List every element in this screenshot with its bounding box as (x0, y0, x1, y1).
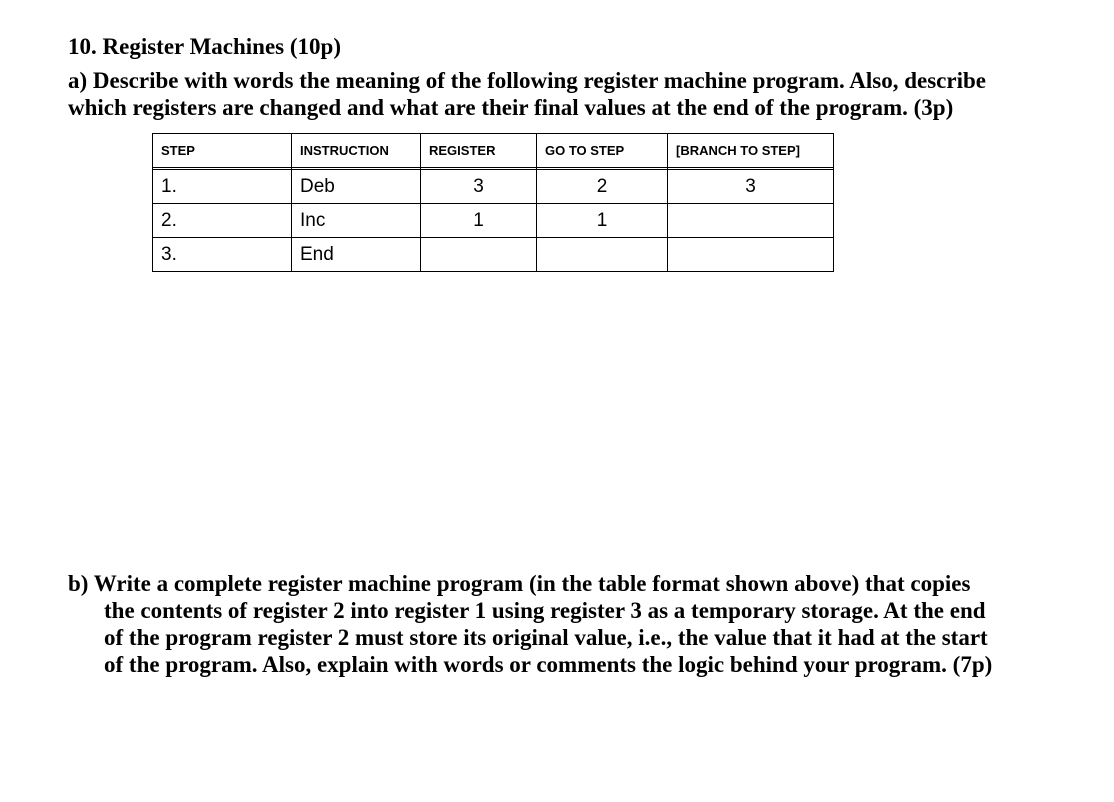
cell-branch-to-step (668, 204, 834, 238)
part-a-text (68, 67, 1068, 121)
cell-branch-to-step (668, 238, 834, 272)
table-row (153, 170, 834, 204)
table-header-row (153, 134, 834, 168)
header-register: REGISTER (421, 134, 537, 168)
program-table (152, 133, 834, 272)
cell-register: 3 (421, 170, 537, 204)
part-b-line-4: of the program. Also, explain with words or comments the logic behind your program. (7p) (104, 652, 993, 677)
header-go-to-step: GO TO STEP (537, 134, 668, 168)
part-a-line-1: a) Describe with words the meaning of the following register machine program. Also, describe (68, 68, 986, 93)
cell-go-to-step: 1 (537, 204, 668, 238)
part-b-line-1: b) Write a complete register machine program (in the table format shown above) that copies (68, 571, 971, 596)
header-branch-to-step: [BRANCH TO STEP] (668, 134, 834, 168)
cell-go-to-step: 2 (537, 170, 668, 204)
part-b-text (68, 570, 992, 678)
cell-register: 1 (421, 204, 537, 238)
question-title: 10. Register Machines (10p) (68, 34, 341, 59)
cell-step: 3. (153, 238, 292, 272)
part-b-line-2: the contents of register 2 into register 1 using register 3 as a temporary storage. At the end (104, 598, 986, 623)
cell-instruction: Deb (292, 170, 421, 204)
part-b-line-3: of the program register 2 must store its original value, i.e., the value that it had at the start (104, 625, 988, 650)
cell-go-to-step (537, 238, 668, 272)
cell-instruction: Inc (292, 204, 421, 238)
table-row (153, 238, 834, 272)
header-instruction: INSTRUCTION (292, 134, 421, 168)
header-step: STEP (153, 134, 292, 168)
part-a-line-2: which registers are changed and what are their final values at the end of the program. (3p) (68, 95, 954, 120)
cell-step: 1. (153, 170, 292, 204)
table-row (153, 204, 834, 238)
cell-branch-to-step: 3 (668, 170, 834, 204)
cell-register (421, 238, 537, 272)
cell-instruction: End (292, 238, 421, 272)
cell-step: 2. (153, 204, 292, 238)
